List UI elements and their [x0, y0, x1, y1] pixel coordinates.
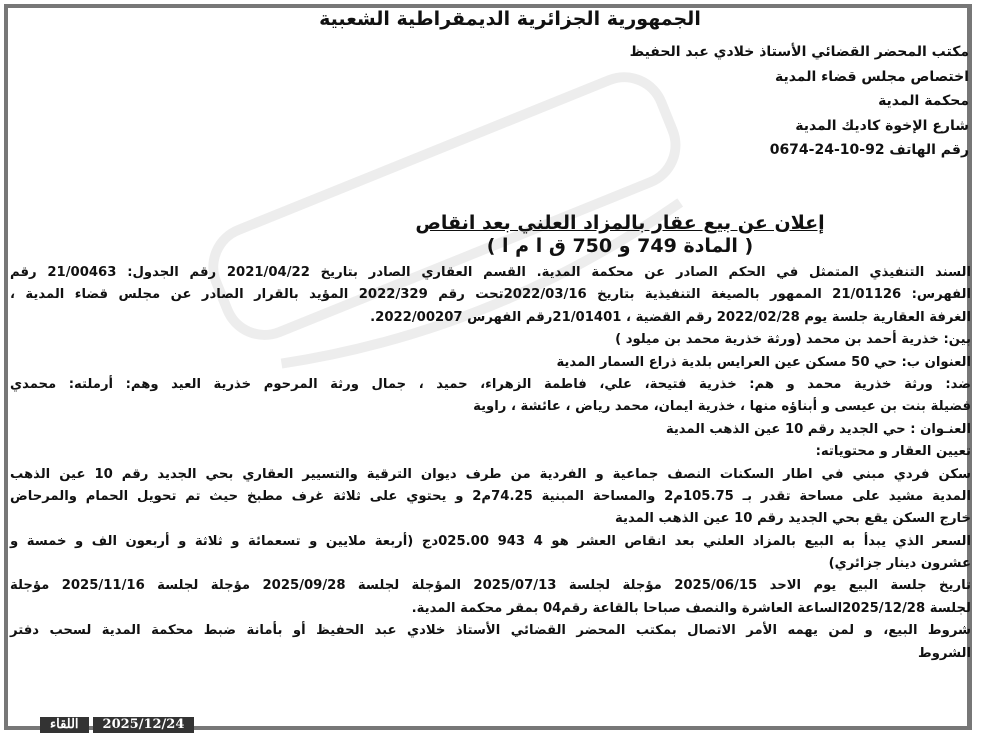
- paragraph: [10, 374, 971, 419]
- text-line: الغرفة العقارية جلسة يوم 2022/02/28 رقم القضية ، 21/01401رقم الفهرس 2022/00207.: [370, 309, 971, 325]
- notice-title-text: إعلان عن بيع عقار بالمزاد العلني بعد انقاص: [415, 212, 825, 234]
- address: شارع الإخوة كاديك المدية: [795, 117, 969, 134]
- paragraph: [10, 620, 971, 665]
- paragraph: [10, 329, 971, 351]
- text-line: الشروط: [918, 645, 971, 661]
- text-line: عشرون دينار جزائري): [828, 556, 971, 572]
- text-line: السعر الذي يبدأ به البيع بالمزاد العلني بعد انقاص العشر هو 4 943 025.00دج (أربعة ملايين و تسعمائة و ثلاثة و أربعون الف و خمسة و: [10, 533, 972, 549]
- republic-heading: الجمهورية الجزائرية الديمقراطية الشعبية: [319, 8, 701, 30]
- jurisdiction: اختصاص مجلس قضاء المدية: [774, 68, 969, 85]
- text-line: فضيلة بنت بن عيسى و أبناؤه منها ، خذرية ايمان، محمد رياض ، عائشة ، راوية: [473, 399, 971, 415]
- text-line: خارج السكن يقع بحي الجديد رقم 10 عين الذهب المدية: [615, 511, 971, 527]
- notice-title: [260, 212, 980, 258]
- text-line: الفهرس: 21/01126 الممهور بالصيغة التنفيذية بتاريخ 2022/03/16تحت رقم 2022/329 المؤيد بالقرار الصادر عن مجلس قضاء المدية ،: [10, 287, 971, 303]
- court: محكمة المدية: [878, 93, 969, 109]
- text-line: العنـوان : حي الجديد رقم 10 عين الذهب المدية: [665, 421, 971, 437]
- bailiff-office: مكتب المحضر القضائي الأستاذ خلادي عبد الحفيظ: [629, 44, 969, 60]
- text-line: ضد: ورثة خذرية محمد و هم: خذرية فتيحة، علي، فاطمة الزهراء، حميد ، جمال ورثة المرحوم خذرية العيد وهم: أرملته: محمدي: [10, 376, 971, 392]
- bailiff-header: [630, 40, 969, 163]
- text-line: سكن فردي مبني في اطار السكنات النصف جماعية و الفردية من طرف ديوان الترقية والتسيير العقاري بحي الجديد رقم 10 عين الذهب: [10, 466, 971, 482]
- text-line: السند التنفيذي المتمثل في الحكم الصادر عن محكمة المدية. القسم العقاري الصادر بتاريخ 2021/04/22 رقم الجدول: 21/00463 رقم: [10, 265, 971, 280]
- text-line: المدية مشيد على مساحة تقدر بـ 105.75م2 والمساحة المبنية 74.25م2 و يحتوي على ثلاثة غرف مطبخ حيث تم تحويل الحمام والمرحاض: [10, 488, 971, 504]
- paragraph: [10, 531, 971, 576]
- paragraph: [10, 352, 971, 374]
- publication-date: 2025/12/24: [93, 717, 195, 733]
- footer-tags: [40, 717, 194, 733]
- text-line: تاريخ جلسة البيع يوم الاحد 2025/06/15 مؤجلة لجلسة 2025/07/13 المؤجلة لجلسة 2025/09/28 مؤجلة لجلسة 2025/11/16 مؤجلة: [10, 578, 971, 594]
- notice-article: ( المادة 749 و 750 ق ا م ا ): [486, 235, 754, 257]
- paragraph: [10, 575, 971, 620]
- paragraph: [10, 419, 971, 441]
- text-line: شروط البيع، و لمن يهمه الأمر الاتصال بمكتب المحضر القضائي الأستاذ خلادي عبد الحفيظ أو بأمانة ضبط محكمة المدية لسحب دفتر: [10, 623, 971, 639]
- paragraph: [10, 441, 971, 463]
- paragraph: [10, 464, 971, 531]
- paragraph: [10, 262, 971, 329]
- newspaper-name: اللقاء: [40, 717, 89, 733]
- text-line: تعيين العقار و محتوياته:: [815, 444, 971, 460]
- notice-body: [10, 262, 971, 665]
- phone: رقم الهاتف 92-10-24-0674: [769, 142, 969, 158]
- text-line: العنوان ب: حي 50 مسكن عين العرايس بلدية ذراع السمار المدية: [556, 354, 971, 370]
- text-line: بين: خذرية أحمد بن محمد (ورثة خذرية محمد بن ميلود ): [615, 332, 971, 348]
- text-line: لجلسة 2025/12/28الساعة العاشرة والنصف صباحا بالقاعة رقم04 بمقر محكمة المدية.: [411, 600, 971, 616]
